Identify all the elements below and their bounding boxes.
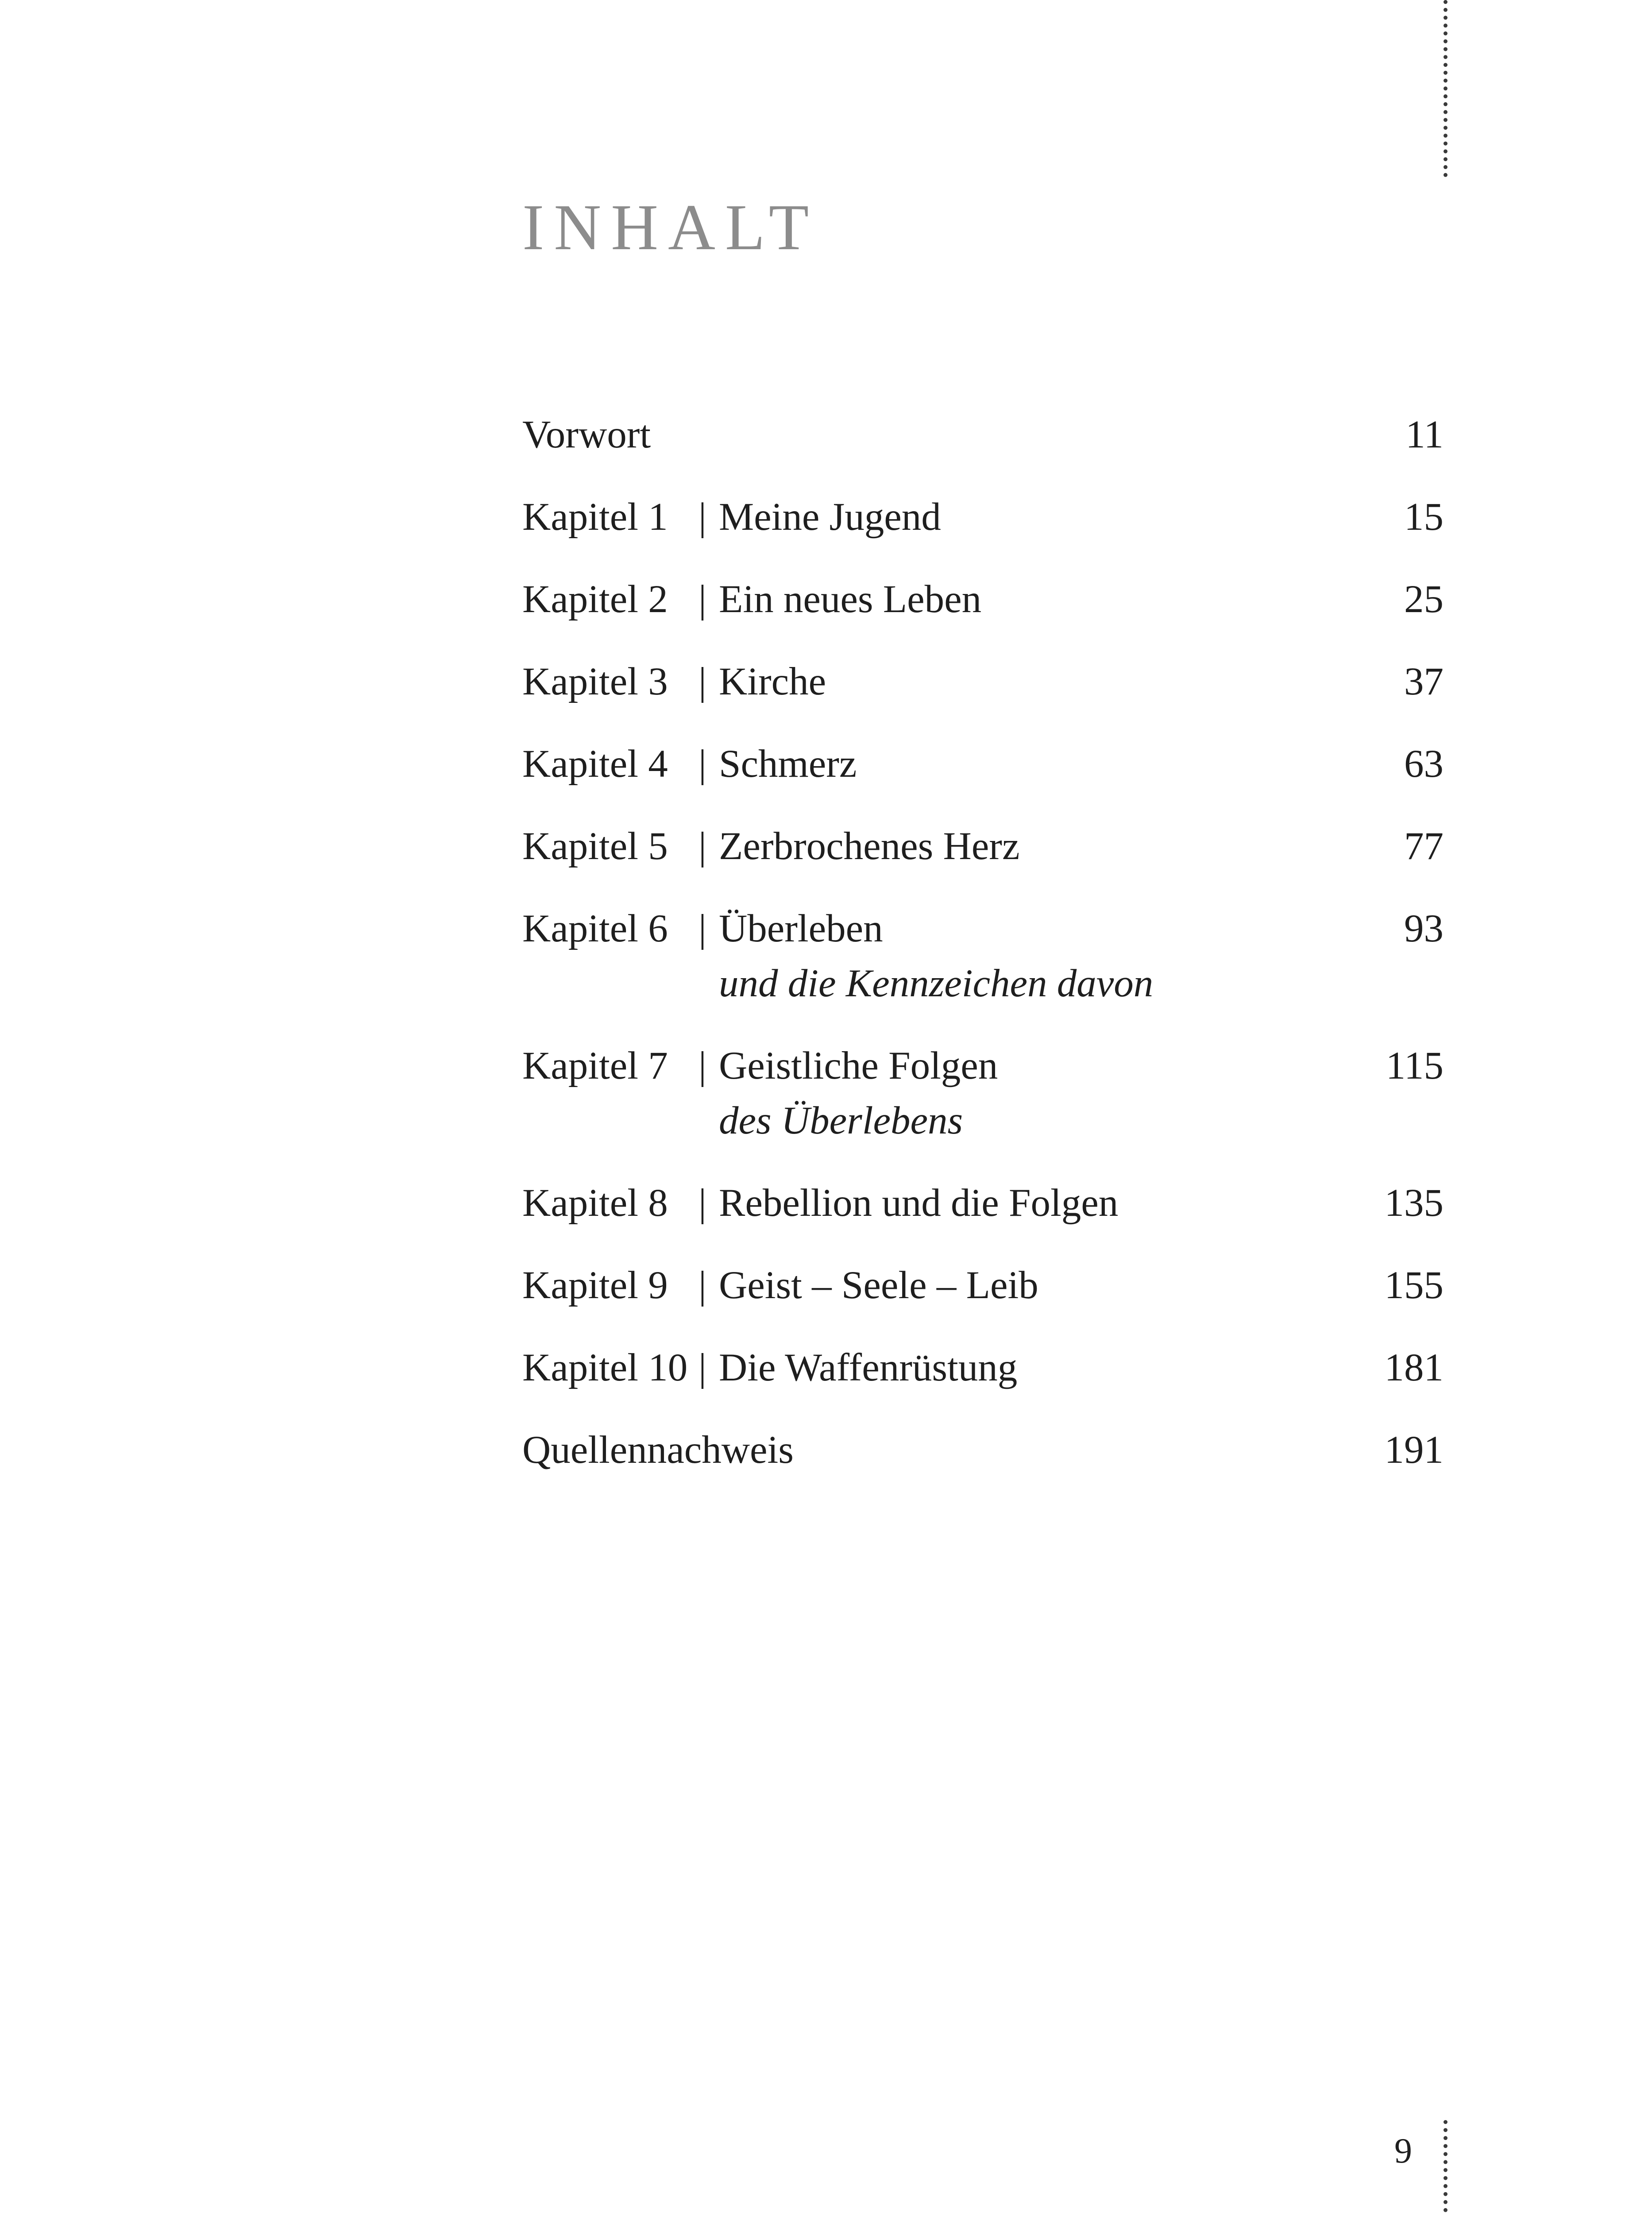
toc-entry-kapitel-9[interactable]: [522, 1258, 1444, 1313]
toc-chapter-label: Kapitel 3: [522, 660, 668, 703]
toc-entry-label: Quellennachweis: [522, 1428, 794, 1472]
toc-entry-kapitel-10[interactable]: [522, 1340, 1444, 1395]
toc-chapter-subtitle: und die Kennzeichen davon: [719, 962, 1154, 1005]
toc-separator: |: [699, 660, 706, 703]
toc-page-number: 63: [1404, 742, 1444, 786]
toc-entry-vorwort[interactable]: [522, 407, 1444, 462]
toc-page-number: 135: [1384, 1181, 1444, 1225]
toc-page-number: 93: [1404, 907, 1444, 950]
table-of-contents: [522, 407, 1444, 1477]
toc-chapter-title-block: [719, 901, 1153, 1011]
toc-page-number: 77: [1404, 825, 1444, 868]
toc-entry-kapitel-8[interactable]: [522, 1176, 1444, 1230]
toc-page-number: 11: [1405, 413, 1444, 456]
toc-separator: |: [699, 907, 706, 950]
dotted-margin-rule-top: [1444, 0, 1447, 177]
toc-chapter-title: Meine Jugend: [719, 495, 941, 539]
toc-chapter-title: Kirche: [719, 660, 826, 703]
toc-separator: |: [699, 1264, 706, 1307]
toc-separator: |: [699, 1044, 706, 1087]
toc-chapter-label: Kapitel 2: [522, 578, 668, 621]
toc-chapter-label: Kapitel 10: [522, 1346, 688, 1389]
toc-entry-quellennachweis[interactable]: [522, 1423, 1444, 1477]
toc-chapter-title: Zerbrochenes Herz: [719, 825, 1020, 868]
page-title: INHALT: [522, 191, 819, 264]
toc-entry-label: Vorwort: [522, 413, 651, 456]
toc-separator: |: [699, 1346, 706, 1389]
toc-page-number: 37: [1404, 660, 1444, 703]
toc-page-number: 155: [1384, 1264, 1444, 1307]
toc-chapter-title-block: [719, 1038, 998, 1148]
toc-chapter-title: Geistliche Folgen: [719, 1044, 998, 1087]
toc-chapter-title: Schmerz: [719, 742, 857, 786]
toc-page-number: 15: [1404, 495, 1444, 539]
dotted-margin-rule-bottom: [1444, 2120, 1447, 2213]
toc-chapter-title: Rebellion und die Folgen: [719, 1181, 1119, 1225]
toc-page-number: 25: [1404, 578, 1444, 621]
toc-separator: |: [699, 495, 706, 539]
toc-entry-kapitel-3[interactable]: [522, 654, 1444, 709]
toc-entry-kapitel-4[interactable]: [522, 736, 1444, 791]
toc-chapter-subtitle: des Überlebens: [719, 1099, 963, 1142]
toc-chapter-label: Kapitel 1: [522, 495, 668, 539]
toc-entry-kapitel-1[interactable]: [522, 490, 1444, 544]
toc-page-number: 191: [1384, 1428, 1444, 1472]
toc-separator: |: [699, 742, 706, 786]
toc-page-number: 181: [1384, 1346, 1444, 1389]
toc-entry-kapitel-2[interactable]: [522, 572, 1444, 627]
toc-separator: |: [699, 825, 706, 868]
toc-chapter-title: Geist – Seele – Leib: [719, 1264, 1038, 1307]
toc-chapter-title: Überleben: [719, 907, 883, 950]
toc-chapter-label: Kapitel 4: [522, 742, 668, 786]
toc-chapter-label: Kapitel 5: [522, 825, 668, 868]
toc-entry-kapitel-7[interactable]: [522, 1038, 1444, 1148]
toc-separator: |: [699, 578, 706, 621]
toc-chapter-title: Die Waffenrüstung: [719, 1346, 1018, 1389]
toc-chapter-label: Kapitel 8: [522, 1181, 668, 1225]
toc-entry-kapitel-5[interactable]: [522, 819, 1444, 874]
toc-chapter-label: Kapitel 9: [522, 1264, 668, 1307]
toc-entry-kapitel-6[interactable]: [522, 901, 1444, 1011]
toc-chapter-title: Ein neues Leben: [719, 578, 982, 621]
toc-chapter-label: Kapitel 7: [522, 1044, 668, 1087]
toc-chapter-label: Kapitel 6: [522, 907, 668, 950]
page-folio-number: 9: [1394, 2132, 1412, 2171]
toc-separator: |: [699, 1181, 706, 1225]
toc-page-number: 115: [1386, 1044, 1444, 1087]
